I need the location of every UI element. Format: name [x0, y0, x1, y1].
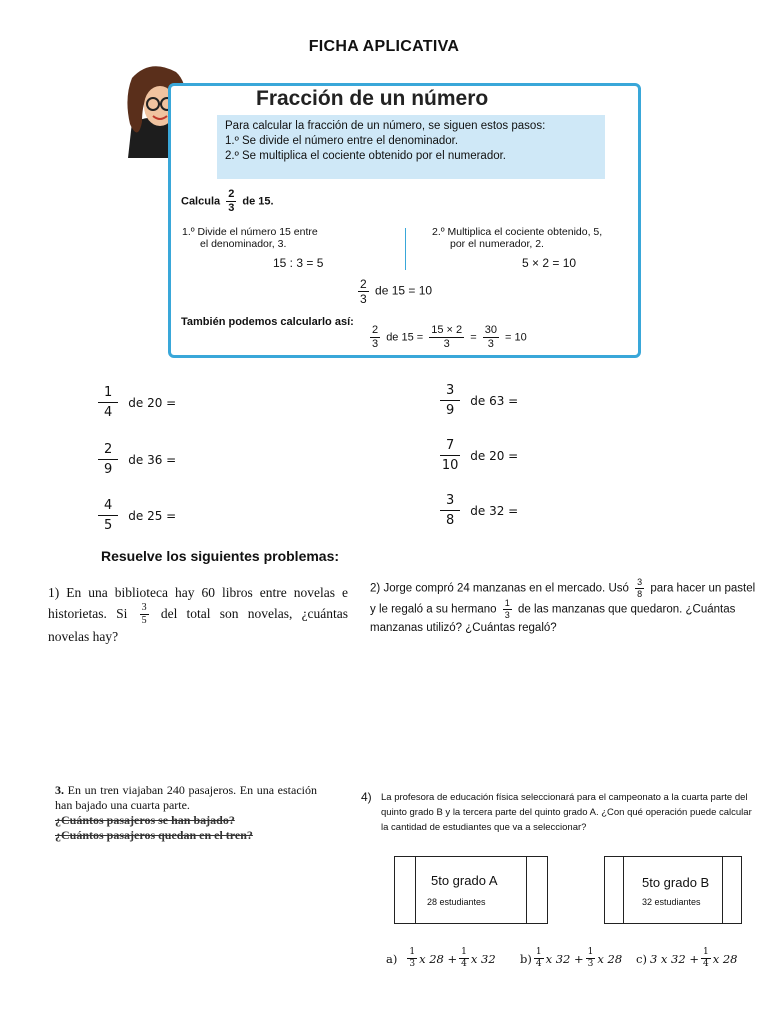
- step-1-example: 1.º Divide el número 15 entre el denominador, 3.: [182, 226, 318, 250]
- question-2: ¿Cuántos pasajeros quedan en el tren?: [55, 828, 253, 842]
- grade-a-box: 5to grado A 28 estudiantes: [394, 856, 548, 924]
- option-a: a) $\frac{1}{3}$ x 28 + $\frac{1}{4}$ x 32: [386, 947, 496, 969]
- problem-3: 3. En un tren viajaban 240 pasajeros. En una estación han bajado una cuarta parte. ¿Cuántos pasajeros se han bajado? ¿Cuántos pasajeros quedan en el tren?: [55, 783, 317, 842]
- exercise-item: $\frac{4}{5}$ de 25 =: [95, 499, 176, 532]
- exercise-item: $\frac{1}{4}$ de 20 =: [95, 386, 176, 419]
- problem-4: La profesora de educación física seleccionará para el campeonato a la cuarta parte del quinto grado B y la tercera parte del quinto grado A. ¿Con qué operación puede calcular la cantidad de estudiantes que va a seleccionar?: [381, 792, 752, 833]
- calc-example: Calcula $\frac{2}{3}$ de 15.: [181, 188, 274, 214]
- step-2: 2.º Se multiplica el cociente obtenido por el numerador.: [225, 150, 507, 162]
- problem-4-number: 4): [361, 790, 372, 804]
- fraction: $\frac{2}{3}$: [228, 188, 235, 214]
- exercise-item: $\frac{2}{9}$ de 36 =: [95, 443, 176, 476]
- step-1-operation: 15 : 3 = 5: [273, 256, 324, 270]
- option-b: b) $\frac{1}{4}$ x 32 + $\frac{1}{3}$ x 28: [520, 947, 623, 969]
- steps-box: [217, 115, 605, 179]
- step-2-operation: 5 × 2 = 10: [522, 256, 577, 270]
- divider: [405, 228, 406, 270]
- page-title: FICHA APLICATIVA: [308, 38, 460, 55]
- card-title: Fracción de un número: [256, 87, 489, 110]
- result-line: $\frac{2}{3}$ de 15 = 10: [360, 277, 433, 306]
- exercise-item: $\frac{3}{9}$ de 63 =: [437, 384, 518, 417]
- grade-b-box: 5to grado B 32 estudiantes: [604, 856, 742, 924]
- alt-label: También podemos calcularlo así:: [181, 316, 354, 328]
- section-subtitle: Resuelve los siguientes problemas:: [100, 548, 340, 564]
- problem-2: 2) Jorge compró 24 manzanas en el mercado. Usó $\frac{3}{8}$ para hacer un pastel y le regaló a su hermano $\frac{1}{3}$ de las manzanas que quedaron. ¿Cuántas manzanas utilizó? ¿Cuántas regaló?: [370, 577, 756, 634]
- exercise-item: $\frac{3}{8}$ de 32 =: [437, 494, 518, 527]
- exercise-item: $\frac{7}{10}$ de 20 =: [441, 438, 519, 473]
- alt-calculation: $\frac{2}{3}$ de 15 = $\frac{15 \times 2}{3}$ = $\frac{30}{3}$ = 10: [372, 324, 527, 350]
- problem-1: 1) En una biblioteca hay 60 libros entre novelas e historietas. Si $\frac{3}{5}$ del total son novelas, ¿cuántas novelas hay?: [48, 585, 349, 645]
- step-1: 1.º Se divide el número entre el denominador.: [225, 135, 459, 147]
- steps-intro: Para calcular la fracción de un número, se siguen estos pasos:: [225, 120, 546, 132]
- step-2-example: 2.º Multiplica el cociente obtenido, 5, por el numerador, 2.: [432, 226, 603, 250]
- option-c: c) 3 x 32 + $\frac{1}{4}$ x 28: [636, 947, 738, 969]
- question-1: ¿Cuántos pasajeros se han bajado?: [55, 813, 235, 827]
